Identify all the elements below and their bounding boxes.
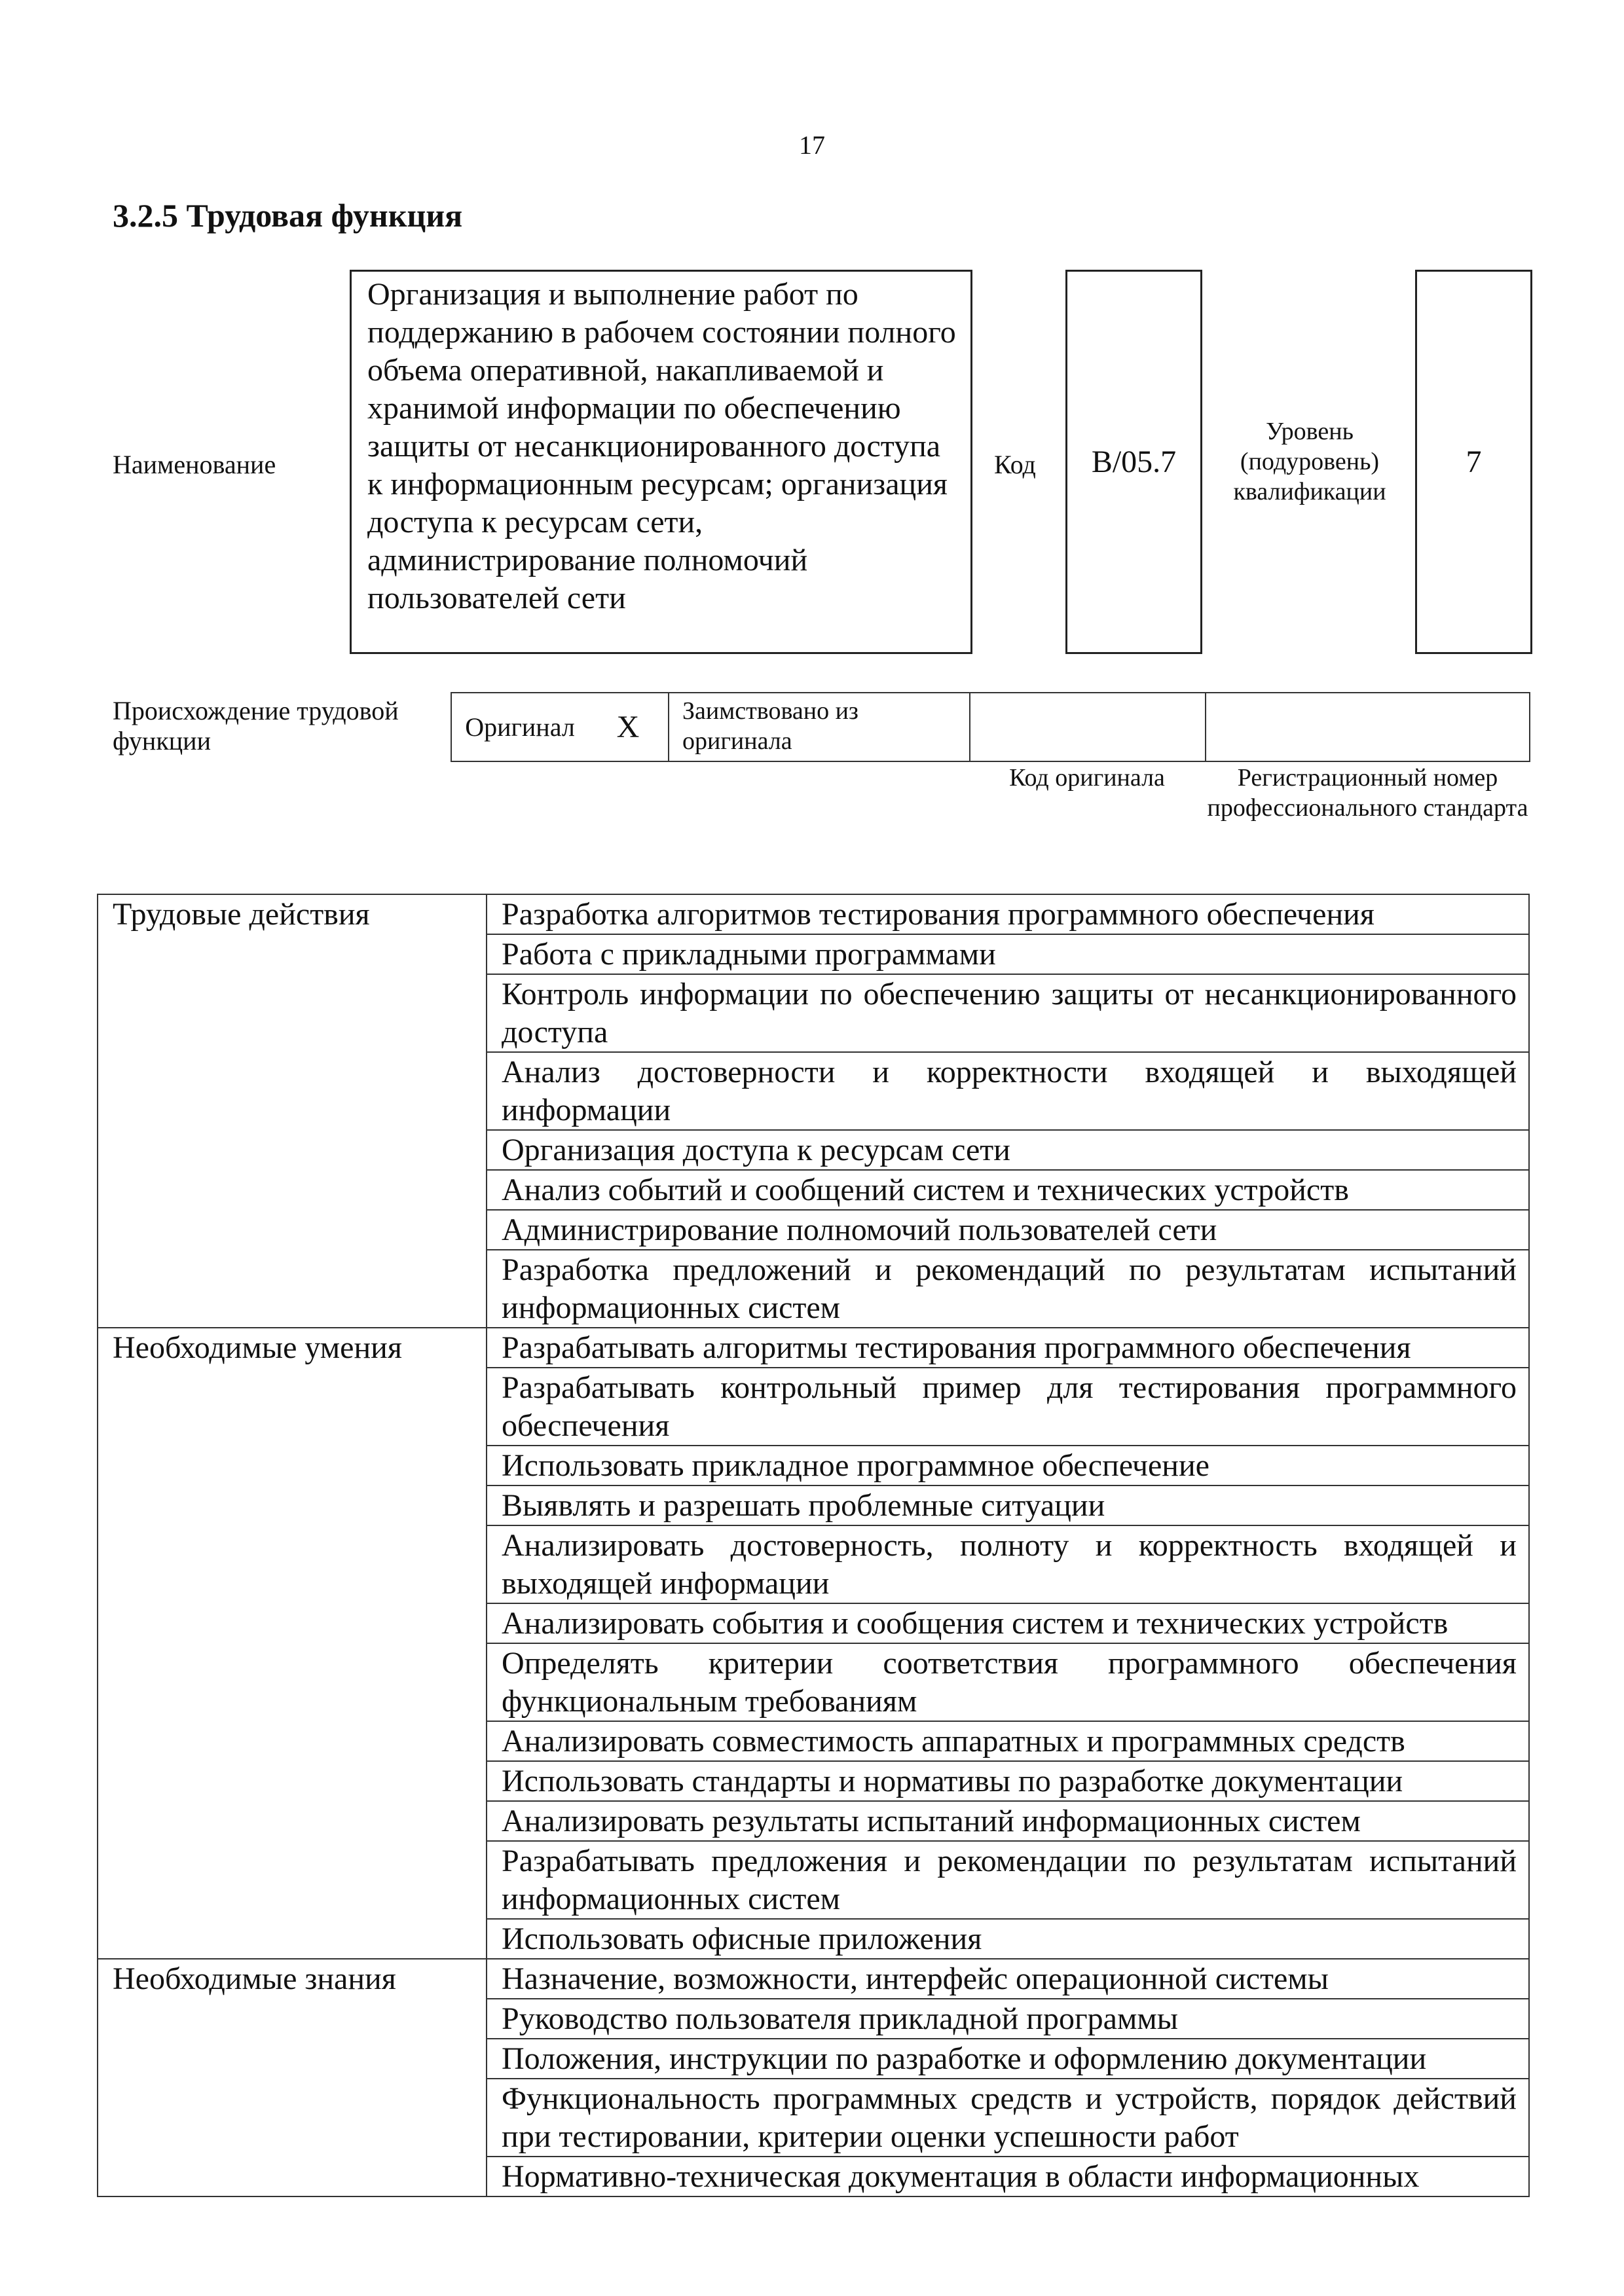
level-label: Уровень (подуровень) квалификации bbox=[1233, 418, 1386, 505]
section-item: Нормативно-техническая документация в области информационных bbox=[487, 2157, 1529, 2196]
original-mark: X bbox=[616, 710, 640, 744]
original-mark-cell bbox=[588, 693, 668, 761]
section-title-cell: Трудовые действия bbox=[98, 894, 487, 1328]
section-item: Выявлять и разрешать проблемные ситуации bbox=[487, 1485, 1529, 1525]
section-item: Руководство пользователя прикладной программы bbox=[487, 1999, 1529, 2039]
code-label: Код bbox=[994, 450, 1036, 479]
original-label-cell bbox=[451, 693, 588, 761]
reg-number-cell bbox=[1205, 693, 1530, 761]
section-title: 3.2.5 Трудовая функция bbox=[113, 197, 463, 234]
original-label: Оригинал bbox=[465, 712, 575, 742]
origin-label: Происхождение трудовой функции bbox=[113, 696, 399, 756]
section-item: Использовать стандарты и нормативы по разработке документации bbox=[487, 1761, 1529, 1801]
section-item: Анализ событий и сообщений систем и технических устройств bbox=[487, 1170, 1529, 1210]
level-value: 7 bbox=[1466, 444, 1482, 479]
section-item: Функциональность программных средств и устройств, порядок действий при тестировании, критерии оценки успешности работ bbox=[487, 2079, 1529, 2157]
section-item: Администрирование полномочий пользователей сети bbox=[487, 1210, 1529, 1250]
reg-number-caption: Регистрационный номер профессионального стандарта bbox=[1207, 764, 1528, 822]
section-item: Назначение, возможности, интерфейс операционной системы bbox=[487, 1959, 1529, 1999]
borrowed-cell bbox=[668, 693, 969, 761]
original-code-caption: Код оригинала bbox=[1009, 764, 1165, 792]
page-number: 17 bbox=[799, 130, 825, 160]
section-item: Анализировать совместимость аппаратных и программных средств bbox=[487, 1721, 1529, 1761]
section-item: Разработка алгоритмов тестирования программного обеспечения bbox=[487, 894, 1529, 934]
function-name-text: Организация и выполнение работ по поддержанию в рабочем состоянии полного объема оперативной, накапливаемой и хранимой информации по обеспечению защиты от несанкционированного доступа к информационным ресурсам; организация доступа к ресурсам сети, администрирование полномочий пользователей сети bbox=[367, 277, 956, 615]
table-row bbox=[98, 1328, 1529, 1368]
section-item: Анализировать результаты испытаний информационных систем bbox=[487, 1801, 1529, 1841]
function-details-table bbox=[97, 894, 1530, 2197]
section-item: Работа с прикладными программами bbox=[487, 934, 1529, 974]
section-item: Положения, инструкции по разработке и оформлению документации bbox=[487, 2039, 1529, 2079]
section-item: Анализировать события и сообщения систем и технических устройств bbox=[487, 1603, 1529, 1643]
name-label: Наименование bbox=[113, 450, 276, 479]
section-item: Использовать офисные приложения bbox=[487, 1919, 1529, 1959]
table-row bbox=[98, 1959, 1529, 1999]
function-name-box bbox=[350, 270, 972, 654]
section-item: Разработка предложений и рекомендаций по результатам испытаний информационных систем bbox=[487, 1250, 1529, 1328]
section-title-cell: Необходимые умения bbox=[98, 1328, 487, 1959]
section-item: Контроль информации по обеспечению защиты от несанкционированного доступа bbox=[487, 974, 1529, 1052]
section-item: Анализ достоверности и корректности входящей и выходящей информации bbox=[487, 1052, 1529, 1130]
section-item: Разрабатывать предложения и рекомендации по результатам испытаний информационных систем bbox=[487, 1841, 1529, 1919]
section-item: Организация доступа к ресурсам сети bbox=[487, 1130, 1529, 1170]
section-item: Разрабатывать контрольный пример для тестирования программного обеспечения bbox=[487, 1368, 1529, 1446]
section-item: Использовать прикладное программное обеспечение bbox=[487, 1446, 1529, 1485]
code-value: B/05.7 bbox=[1091, 444, 1177, 479]
table-row bbox=[98, 894, 1529, 934]
original-code-cell bbox=[969, 693, 1205, 761]
section-title-cell: Необходимые знания bbox=[98, 1959, 487, 2196]
code-box bbox=[1065, 270, 1202, 654]
section-item: Анализировать достоверность, полноту и корректность входящей и выходящей информации bbox=[487, 1525, 1529, 1603]
origin-table bbox=[451, 692, 1530, 762]
borrowed-label: Заимствовано из оригинала bbox=[682, 697, 858, 755]
section-item: Определять критерии соответствия программного обеспечения функциональным требованиям bbox=[487, 1643, 1529, 1721]
level-box bbox=[1415, 270, 1532, 654]
section-item: Разрабатывать алгоритмы тестирования программного обеспечения bbox=[487, 1328, 1529, 1368]
